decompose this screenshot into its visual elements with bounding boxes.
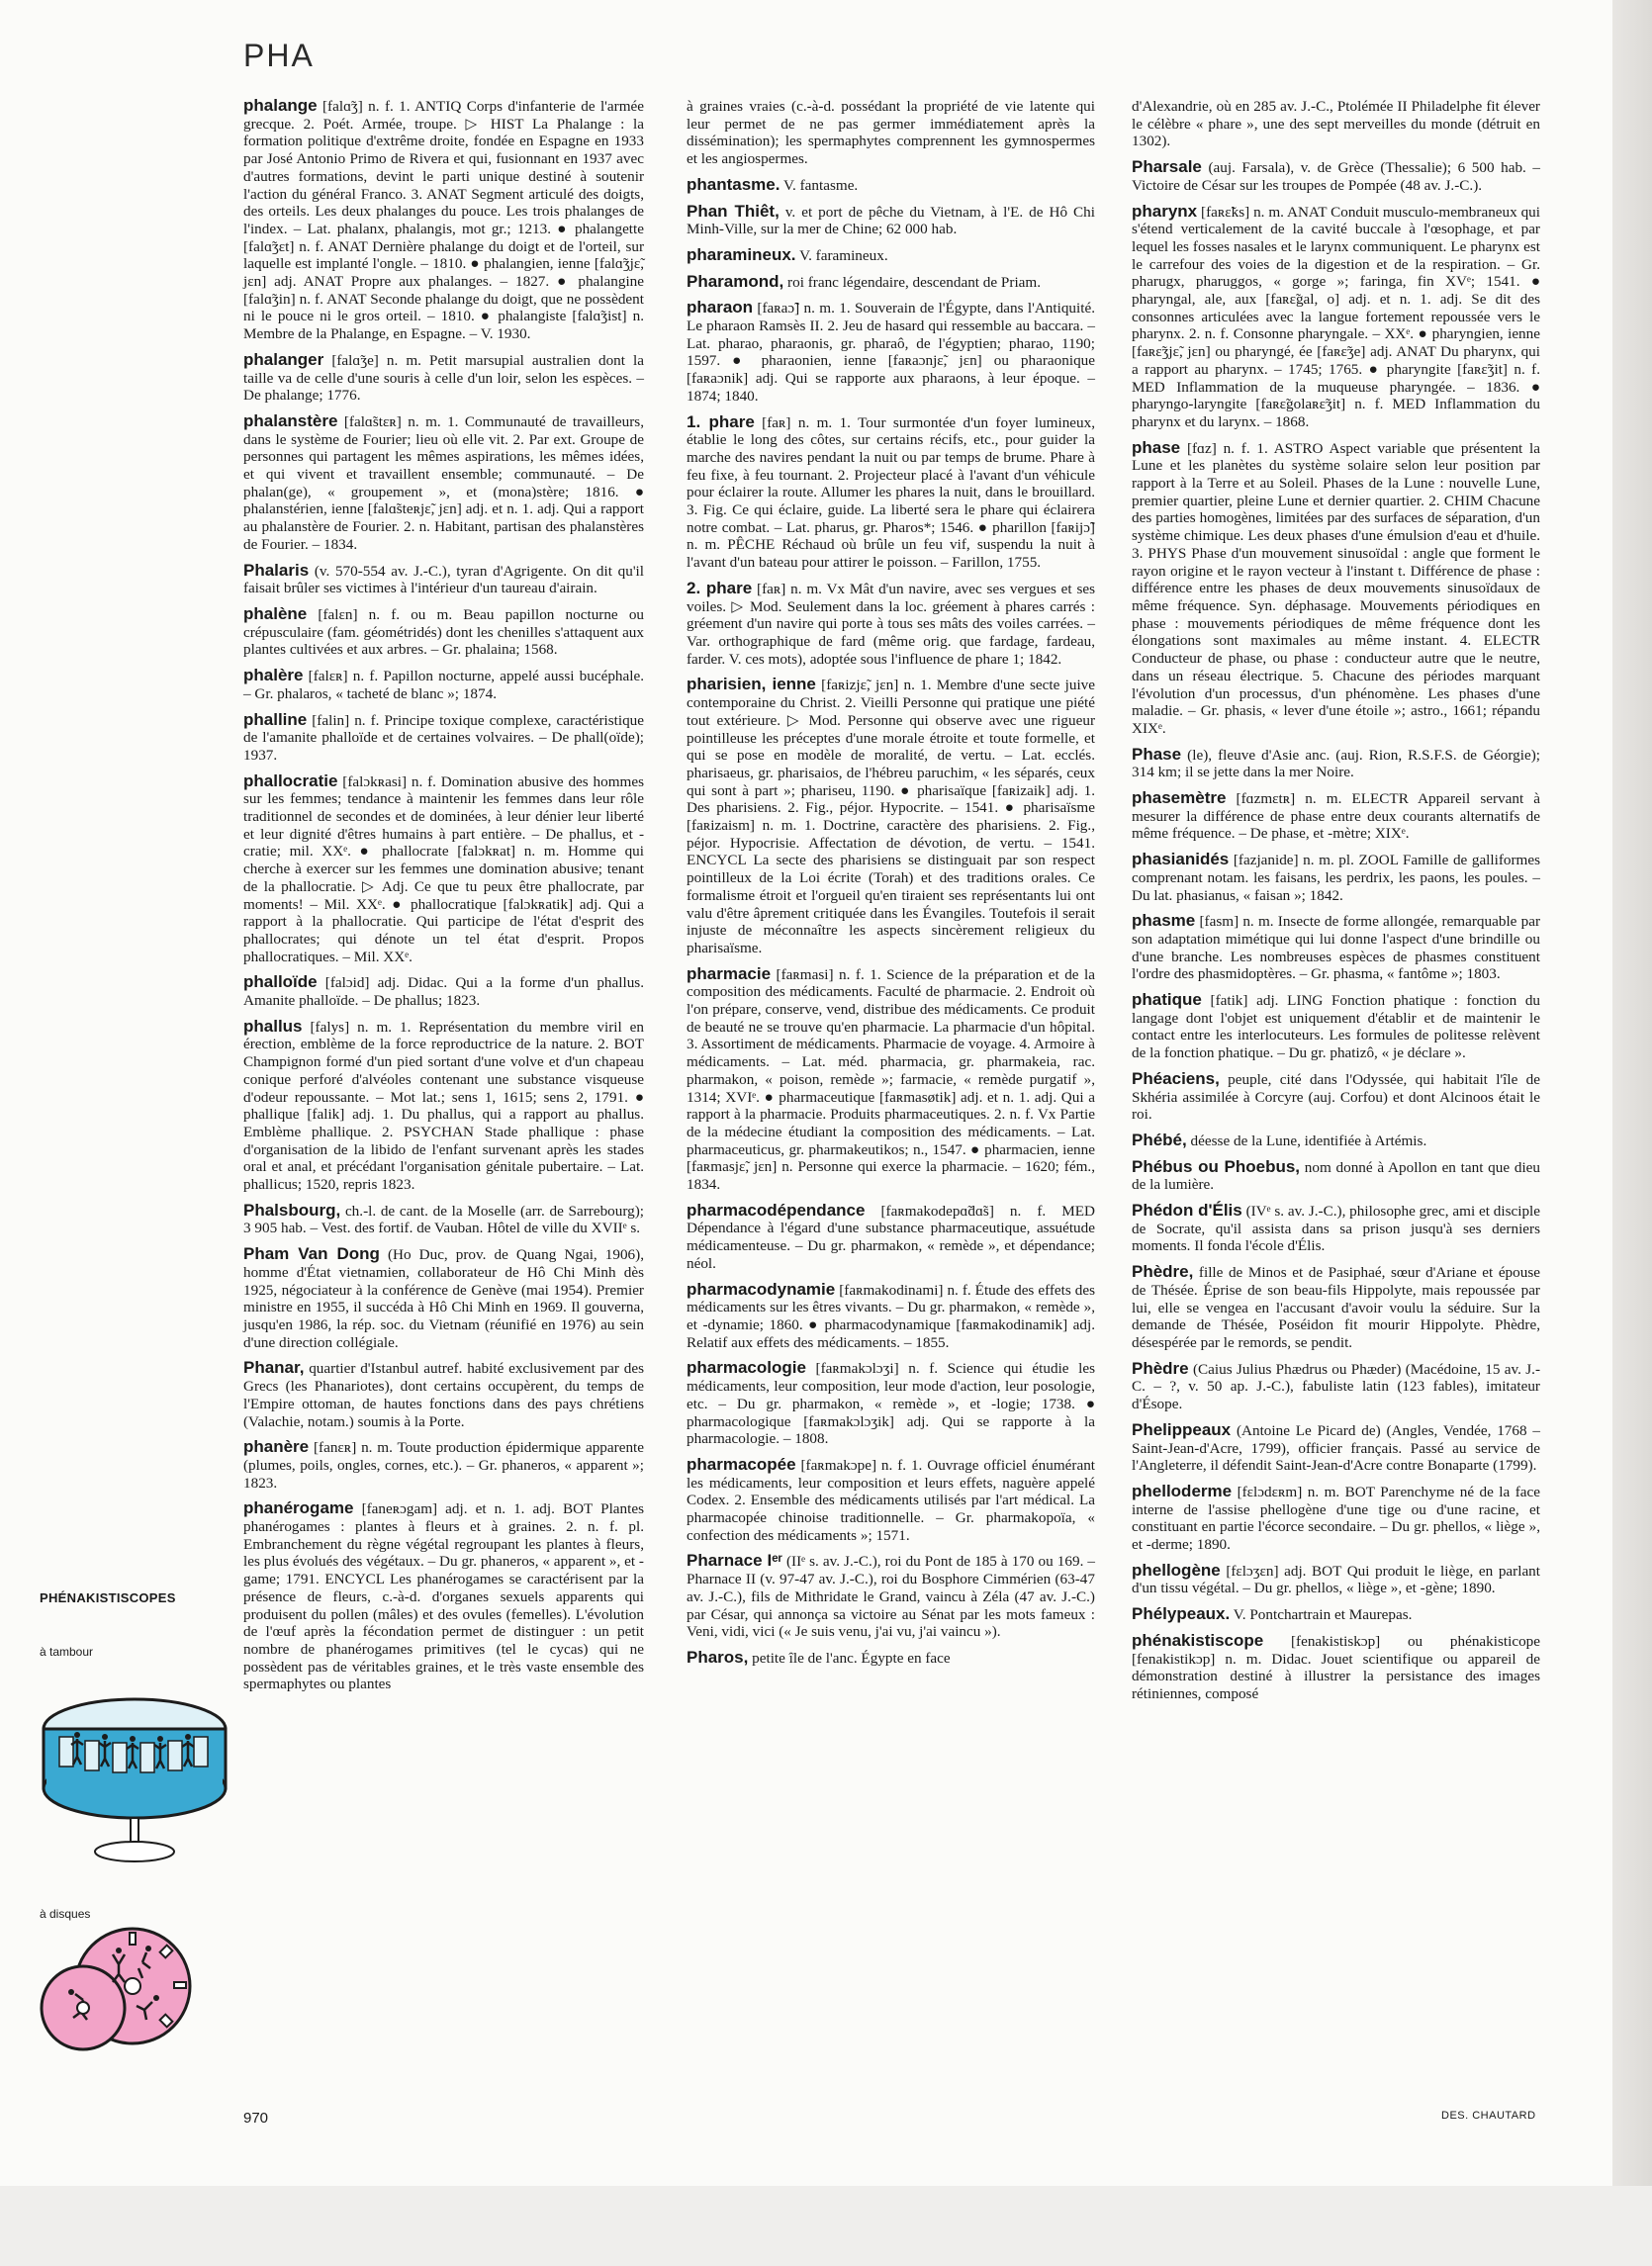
entry-headword: phatique — [1132, 990, 1202, 1010]
dictionary-entry — [687, 273, 1095, 292]
entry-definition: [falɔkʀasi] n. f. Domination abusive des hommes sur les femmes; tendance à maintenir les femmes dans leur rôle traditionnel de secondes et de dominées, à leur dénier leur liberté et leur dignité d'êtres humains à part entière. – De phallus, et -cratie; mil. XXᵉ. ● phallocrate [falɔkʀat] n. m. Homme qui cherche à exercer sur les femmes une domination abusive; tenant de la phallocratie. ▷ Adj. Ce que tu peux être phallocrate, par moments! – Mil. XXᵉ. ● phallocratique [falɔkʀatik] adj. Qui a rapport à la phallocratie. Qui participe de l'état d'esprit des phallocrates; qui dénote un tel état d'esprit. Propos phallocratiques. – Mil. XXᵉ. — [243, 772, 645, 965]
entry-headword: Pharos, — [687, 1647, 749, 1667]
entry-definition: [falɔid] adj. Didac. Qui a la forme d'un phallus. Amanite phalloïde. – De phallus; 1823. — [243, 974, 645, 1010]
entry-definition: [falys] n. m. 1. Représentation du membre viril en érection, emblème de la force reproductrice de la nature. 2. BOT Champignon formé d'un pied sortant d'une volve et d'un chapeau conique perforé d'alvéoles contenant une substance visqueuse d'odeur repoussante. – Mot lat.; sens 1, 1615; sens 2, 1791. ● phallique [falik] adj. 1. Du phallus, qui a rapport au phallus. Emblème phallique. 2. PSYCHAN Stade phallique : phase d'organisation de la libido de l'enfant survenant après les stades oral et anal, et précédant l'organisation génitale pubertaire. – Lat. phallicus; 1520, repris 1823. — [243, 1018, 645, 1194]
entry-definition: [fanɛʀ] n. m. Toute production épidermique apparente (plumes, poils, ongles, cornes, etc.). – Gr. phaneros, « apparent »; 1823. — [243, 1439, 644, 1492]
entry-definition: [falin] n. f. Principe toxique complexe, caractéristique de l'amanite phalloïde et de certaines volvaires. – De phall(oïde); 1937. — [243, 711, 645, 764]
column-2 — [687, 97, 1095, 1676]
entry-headword: phalanger — [243, 349, 324, 369]
dictionary-entry — [687, 1649, 1095, 1668]
entry-definition: [falɛn] n. f. ou m. Beau papillon nocturne ou crépusculaire (fam. géométridés) dont les chenilles s'attaquent aux plantes cultivées et aux arbres. – Gr. phalaina; 1568. — [243, 605, 645, 659]
dictionary-entry — [243, 973, 644, 1009]
entry-headword: Phélypeaux. — [1132, 1604, 1231, 1624]
dictionary-entry — [243, 412, 644, 554]
entry-headword: pharmacie — [687, 963, 772, 983]
dictionary-entry — [243, 97, 644, 343]
entry-headword: phénakistiscope — [1132, 1630, 1264, 1650]
dictionary-entry — [1132, 1421, 1540, 1475]
dictionary-entry — [1132, 158, 1540, 194]
entry-headword: phellogène — [1132, 1560, 1221, 1580]
dictionary-entry — [1132, 97, 1540, 150]
dictionary-entry — [687, 965, 1095, 1194]
dictionary-entry — [1132, 1360, 1540, 1413]
entry-definition: à graines vraies (c.-à-d. possédant la propriété de vie latente qui leur permet de ne pas germer immédiatement après la dissémination); les spermaphytes comprennent les gymnospermes et les angiospermes. — [687, 98, 1095, 168]
entry-headword: phasme — [1132, 911, 1196, 931]
dictionary-entry — [243, 1202, 644, 1237]
disc-phenakistiscope-illustration — [36, 1925, 194, 2058]
scan-bottom-margin — [0, 2186, 1652, 2266]
entry-headword: Phase — [1132, 744, 1182, 764]
entry-definition: [faʀizjɛ̃, jɛn] n. 1. Membre d'une secte juive contemporaine du Christ. 2. Vieilli Personne qui pratique une piété tout extérieure. ▷ Mod. Personne qui observe avec une rigueur pointilleuse les préceptes d'une morale étroite et toute formelle, et qui se pose en modèle de moralité, de vertu. – Lat. ecclés. pharisaeus, gr. pharisaios, de l'hébreu paruchim, « les séparés, ceux qui sont à part »; phariseu, 1190. ● pharisaïque [faʀizaik] adj. 1. Des pharisiens. 2. Fig., péjor. Hypocrite. – 1541. ● pharisaïsme [faʀizaism] n. m. 1. Doctrine, caractère des pharisiens. 2. Fig., péjor. Hypocrisie. Affectation de dévotion, de vertu. – 1541. ENCYCL La secte des pharisiens se distinguait par son respect pointilleux de la Loi écrite (Torah) et des traditions orales. Ce formalisme étroit et l'orgueil qu'en tiraient ses représentants lui ont valu d'être âprement critiquée dans les Évangiles. Toutefois il serait injuste de méconnaître les aspects sincèrement religieux du pharisaïsme. — [687, 677, 1095, 956]
entry-definition: [faʀmakodinami] n. f. Étude des effets des médicaments sur les êtres vivants. – Du gr. pharmakon, « remède », et -dynamie; 1860. ● pharmacodynamique [faʀmakodinamik] adj. Relatif aux effets des médicaments. – 1855. — [687, 1281, 1096, 1351]
dictionary-entry — [687, 97, 1095, 168]
dictionary-entry — [1132, 1632, 1540, 1703]
entry-headword: Phèdre, — [1132, 1262, 1194, 1282]
dictionary-entry — [687, 1281, 1095, 1352]
dictionary-entry — [687, 413, 1095, 572]
entry-definition: quartier d'Istanbul autref. habité exclusivement par des Grecs (les Phanariotes), dont certains occupèrent, du temps de l'Empire ottoman, de hautes fonctions dans des pays chrétiens (Valachie, notam.) soumis à la Porte. — [243, 1360, 644, 1430]
entry-headword: phallus — [243, 1016, 303, 1036]
entry-headword: Phanar, — [243, 1358, 305, 1378]
entry-definition: [faneʀɔgam] adj. et n. 1. adj. BOT Plantes phanérogames : plantes à fleurs et à graines. 2. n. f. pl. Embranchement du règne végétal regroupant les plantes à fleurs, les plus évolués des végétaux. – Du gr. phaneros, « apparent », et -game; 1791. ENCYCL Les phanérogames se caractérisent par la présence de fleurs, c.-à-d. d'organes sexuels apparents qui produisent du pollen (mâles) et des ovules (femelles). L'évolution de l'œuf après la fécondation permet de distinguer : un petit nombre de phanérogames primitives (tel le cycas) qui ne possèdent pas de véritables graines, et le très vaste ensemble des spermaphytes ou plantes — [243, 1500, 645, 1693]
entry-definition: [faʀaɔ̃] n. m. 1. Souverain de l'Égypte, dans l'Antiquité. Le pharaon Ramsès II. 2. Jeu de hasard qui ressemble au baccara. – Lat. pharao, pharaonis, gr. pharaô, de l'égyptien; pharao, 1190; 1597. ● pharaonien, ienne [faʀaɔnjɛ̃, jɛn] ou pharaonique [faʀaɔnik] adj. Qui se rapporte aux pharaons, à leur époque. – 1874; 1840. — [687, 300, 1095, 405]
entry-definition: nom donné à Apollon en tant que dieu de la lumière. — [1132, 1158, 1540, 1194]
dictionary-entry — [687, 299, 1095, 405]
entry-headword: phasianidés — [1132, 850, 1230, 869]
dictionary-entry — [243, 1499, 644, 1693]
dictionary-entry — [1132, 203, 1540, 431]
entry-definition: roi franc légendaire, descendant de Priam. — [787, 273, 1042, 291]
entry-headword: Phalsbourg, — [243, 1200, 341, 1220]
dictionary-entry — [687, 1202, 1095, 1273]
dictionary-entry — [687, 203, 1095, 238]
entry-definition: [falɑ̃stɛʀ] n. m. 1. Communauté de travailleurs, dans le système de Fourier; lieu où elle vit. 2. Par ext. Groupe de personnes qui partagent les mêmes aspirations, les mêmes idées, et qui vivent et travaillent ensemble; communauté. – De phalan(ge), « groupement », et (mona)stère; 1816. ● phalanstérien, ienne [falɑ̃steʀjɛ̃, jɛn] adj. et n. 1. adj. Qui a rapport au phalanstère de Fourier. 2. n. Habitant, partisan des phalanstères de Fourier. – 1834. — [243, 412, 644, 553]
entry-headword: phelloderme — [1132, 1481, 1233, 1500]
entry-headword: pharmacodépendance — [687, 1200, 866, 1220]
entry-headword: phalère — [243, 666, 304, 685]
scan-edge — [1612, 0, 1652, 2266]
sidebar-label-drum: à tambour — [40, 1645, 94, 1659]
entry-definition: [faʀ] n. m. 1. Tour surmontée d'un foyer lumineux, établie le long des côtes, sur certains récifs, etc., pour guider la marche des navires pendant la nuit ou par temps de brume. Phare à feu fixe, à feu tournant. 2. Projecteur placé à l'avant d'un véhicule pour éclairer la route. Allumer les phares la nuit, dans le brouillard. 3. Fig. Ce qui éclaire, guide. La liberté sera le phare qui éclairera notre combat. – Lat. pharus, gr. Pharos*; 1546. ● pharillon [faʀijɔ̃] n. m. PÊCHE Réchaud où brûle un feu vif, suspendu la nuit à l'avant d'un bateau pour attirer le poisson. – Farillon, 1755. — [687, 413, 1096, 572]
dictionary-entry — [243, 1245, 644, 1351]
dictionary-entry — [243, 772, 644, 966]
entry-definition: (v. 570-554 av. J.-C.), tyran d'Agrigente. On dit qu'il faisait brûler ses victimes à l'intérieur d'un taureau d'airain. — [243, 562, 644, 597]
entry-headword: pharaon — [687, 298, 754, 317]
entry-definition: [fenakistiskɔp] ou phénakisticope [fenakistikɔp] n. m. Didac. Jouet scientifique ou appareil de démonstration destiné à illustrer la persistance des images rétiniennes, composé — [1132, 1632, 1540, 1702]
entry-headword: Phéaciens, — [1132, 1068, 1220, 1088]
dictionary-entry — [687, 1456, 1095, 1545]
entry-definition: petite île de l'anc. Égypte en face — [752, 1649, 951, 1667]
entry-definition: V. fantasme. — [783, 176, 859, 194]
dictionary-entry — [1132, 1605, 1540, 1624]
entry-headword: Pham Van Dong — [243, 1244, 380, 1264]
entry-definition: (Ho Duc, prov. de Quang Ngai, 1906), homme d'État vietnamien, collaborateur de Hô Chi Minh dès 1925, négociateur à la conférence de Genève (mai 1954). Premier ministre en 1955, il succéda à Hô Chi Minh en 1969. Il gouverna, jusqu'en 1986, la rép. soc. du Vietnam (réunifié en 1976) au sein d'une direction collégiale. — [243, 1246, 644, 1351]
dictionary-entry — [1132, 912, 1540, 983]
entry-definition: d'Alexandrie, où en 285 av. J.-C., Ptolémée II Philadelphe fit élever le célèbre « phare », une des sept merveilles du monde (détruit en 1302). — [1132, 98, 1540, 150]
entry-definition: [fɑzmɛtʀ] n. m. ELECTR Appareil servant à mesurer la différence de phase entre deux courants alternatifs de même fréquence. – De phase, et -mètre; XIXᵉ. — [1132, 790, 1541, 843]
entry-headword: Pharamond, — [687, 271, 784, 291]
entry-headword: Phébé, — [1132, 1130, 1187, 1149]
entry-headword: phalène — [243, 603, 308, 623]
entry-headword: phasemètre — [1132, 788, 1227, 808]
entry-headword: pharisien, ienne — [687, 675, 816, 694]
entry-headword: pharmacopée — [687, 1454, 796, 1474]
entry-definition: ch.-l. de cant. de la Moselle (arr. de Sarrebourg); 3 905 hab. – Vest. des fortif. de Vauban. Hôtel de ville du XVIIᵉ s. — [243, 1202, 645, 1237]
entry-headword: phalline — [243, 709, 308, 729]
dictionary-entry — [687, 246, 1095, 265]
drum-phenakistiscope-illustration — [36, 1681, 233, 1879]
dictionary-entry — [243, 351, 644, 405]
page-number: 970 — [243, 2110, 269, 2127]
entry-headword: phallocratie — [243, 770, 338, 790]
sidebar-label-discs: à disques — [40, 1907, 91, 1921]
entry-headword: Pharsale — [1132, 157, 1202, 177]
entry-definition: (Antoine Le Picard de) (Angles, Vendée, 1768 – Saint-Jean-d'Acre, 1799), officier français. Passé au service de l'Angleterre, il défendit Saint-Jean-d'Acre contre Bonaparte (1799). — [1132, 1421, 1540, 1475]
dictionary-entry — [1132, 1483, 1540, 1554]
entry-definition: [faʀmasi] n. f. 1. Science de la préparation et de la composition des médicaments. Faculté de pharmacie. 2. Endroit où l'on prépare, conserve, vend, distribue des médicaments. Ce produit de beauté ne se trouve qu'en pharmacie. La pharmacie d'un hôpital. 3. Assortiment de médicaments. Pharmacie de voyage. 4. Armoire à médicaments. – Lat. méd. pharmacia, gr. pharmakeia, rac. pharmakon, « poison, remède »; farmacie, « remède purgatif », 1314; XVIᵉ. ● pharmaceutique [faʀmasøtik] adj. et n. 1. adj. Qui a rapport à la pharmacie. Produits pharmaceutiques. 2. n. f. Vx Partie de la médecine étudiant la composition des médicaments. – Lat. pharmaceuticus, gr. pharmakeutikos; n., 1547. ● pharmacien, ienne [faʀmasjɛ̃, jɛn] n. Personne qui exerce la pharmacie. – 1620; fém., 1834. — [687, 965, 1096, 1194]
entry-definition: fille de Minos et de Pasiphaé, sœur d'Ariane et épouse de Thésée. Éprise de son beau-fils Hippolyte, mais repoussée par lui, elle se vengea en l'accusant d'avoir voulu la séduire. Sur la demande de Thésée, Poséidon fit mourir Hippolyte. Phèdre, désespérée par le remords, se pendit. — [1132, 1264, 1540, 1351]
dictionary-entry — [1132, 991, 1540, 1062]
entry-definition: [fɛlɔdɛʀm] n. m. BOT Parenchyme né de la face interne de l'assise phellogène d'une tige ou d'une racine, et constituant en partie l'écorce secondaire. – Du gr. phellos, « liège », et -derme; 1890. — [1132, 1483, 1541, 1554]
entry-definition: [faʀɛ̃ks] n. m. ANAT Conduit musculo-membraneux qui s'étend verticalement de la cavité buccale à l'œsophage, et par lequel les fosses nasales et le larynx communiquent. Le pharynx est le carrefour des voies de la digestion et de la respiration. – Gr. pharugx, pharuggos, « gorge »; faringa, fin XVᵉ; 1541. ● pharyngal, ale, aux [faʀɛ̃gal, o] adj. et n. 1. adj. Se dit des consonnes articulées avec la langue fortement repoussée vers le pharynx. 2. n. f. Consonne pharyngale. – XXᵉ. ● pharyngien, ienne [faʀɛ̃ʒjɛ̃, jɛn] ou pharyngé, ée [faʀɛ̃ʒe] adj. ANAT Du pharynx, qui a rapport au pharynx. – 1745; 1765. ● pharyngite [faʀɛ̃ʒit] n. f. MED Inflammation de la muqueuse pharyngée. – 1836. ● pharyngo-laryngite [faʀɛ̃golaʀɛ̃ʒit] n. f. MED Inflammation du pharynx et du larynx. – 1868. — [1132, 203, 1540, 430]
dictionary-entry — [243, 667, 644, 702]
dictionary-entry — [243, 562, 644, 597]
entry-headword: pharmacodynamie — [687, 1279, 836, 1299]
dictionary-entry — [1132, 1263, 1540, 1352]
entry-definition: [falɑ̃ʒe] n. m. Petit marsupial australien dont la taille va de celle d'une souris à celle d'un loir, selon les espèces. – De phalange; 1776. — [243, 351, 645, 405]
entry-headword: phanérogame — [243, 1498, 354, 1518]
entry-definition: (IIᵉ s. av. J.-C.), roi du Pont de 185 à 170 ou 169. – Pharnace II (v. 97-47 av. J.-C.), roi du Bosphore Cimmérien (63-47 av. J.-C.), fils de Mithridate le Grand, vaincu à Zéla (47 av. J.-C.) par César, qui annonça sa victoire au Sénat par les mots fameux : Veni, vidi, vici (« Je suis venu, j'ai vu, j'ai vaincu »). — [687, 1553, 1096, 1641]
dictionary-entry — [243, 1438, 644, 1492]
entry-definition: [falɛʀ] n. f. Papillon nocturne, appelé aussi bucéphale. – Gr. phalaros, « tacheté de blanc »; 1874. — [243, 668, 644, 702]
entry-definition: [fɛlɔʒɛn] adj. BOT Qui produit le liège, en parlant d'un tissu végétal. – Du gr. phellos, « liège », et -gène; 1890. — [1132, 1562, 1540, 1597]
dictionary-entry — [1132, 1202, 1540, 1255]
dictionary-entry — [1132, 789, 1540, 843]
dictionary-entry — [243, 1018, 644, 1194]
dictionary-entry — [687, 676, 1095, 956]
entry-definition: [faʀmakɔlɔʒi] n. f. Science qui étudie les médicaments, leur composition, leur mode d'action, leur posologie, etc. – Du gr. pharmakon, « remède », et -logie; 1738. ● pharmacologique [faʀmakɔlɔʒik] adj. Qui se rapporte à la pharmacologie. – 1808. — [687, 1360, 1095, 1448]
entry-definition: v. et port de pêche du Vietnam, à l'E. de Hô Chi Minh-Ville, sur la mer de Chine; 62 000 hab. — [687, 203, 1095, 238]
entry-definition: [falɑ̃ʒ] n. f. 1. ANTIQ Corps d'infanterie de l'armée grecque. 2. Poét. Armée, troupe. ▷ HIST La Phalange : la formation politique d'extrême droite, fondée en Espagne en 1933 par José Antonio Primo de Rivera et qui, fusionnant en 1937 avec d'autres formations, devint le parti unique destiné à soutenir l'action du général Franco. 3. ANAT Segment articulé des doigts, des orteils. Les deux phalanges du pouce. Les trois phalanges de l'index. – Lat. phalanx, phalangis, mot gr.; 1213. ● phalangette [falɑ̃ʒɛt] n. f. ANAT Dernière phalange du doigt et de l'orteil, sur laquelle est implanté l'ongle. – 1810. ● phalangien, ienne [falɑ̃ʒjɛ̃, jɛn] adj. ANAT Propre aux phalanges. – 1827. ● phalangine [falɑ̃ʒin] n. f. ANAT Seconde phalange du doigt, que ne possèdent ni le pouce ni le gros orteil. – 1810. ● phalangiste [falɑ̃ʒist] n. Membre de la Phalange, en Espagne. – V. 1930. — [243, 98, 644, 343]
entry-headword: phalloïde — [243, 972, 318, 992]
entry-definition: [faʀ] n. m. Vx Mât d'un navire, avec ses vergues et ses voiles. ▷ Mod. Seulement dans la loc. gréement à phares carrés : gréement d'un navire qui porte à tous ses mâts des voiles carrées. – Var. orthographique de fard (même orig. que fardage, fardeau, farder. V. ces mots), adoptée sous l'influence de phare 1; 1842. — [687, 580, 1096, 668]
column-3 — [1132, 97, 1540, 1711]
entry-definition: déesse de la Lune, identifiée à Artémis. — [1190, 1132, 1427, 1149]
dictionary-entry — [687, 176, 1095, 195]
entry-headword: phalanstère — [243, 410, 338, 430]
dictionary-entry — [243, 605, 644, 659]
entry-definition: [fatik] adj. LING Fonction phatique : fonction du langage dont l'objet est uniquement d'établir et de maintenir le contact entre les interlocuteurs. Les formules de politesse relèvent de la fonction phatique. – Du gr. phatizô, « je déclare ». — [1132, 992, 1541, 1062]
entry-definition: peuple, cité dans l'Odyssée, qui habitait l'île de Skhéria assimilée à Corcyre (auj. Corfou) et dont Alcinoos était le roi. — [1132, 1070, 1540, 1124]
entry-headword: phalange — [243, 96, 318, 115]
entry-definition: (Caius Julius Phædrus ou Phæder) (Macédoine, 15 av. J.-C. – ?, v. 50 ap. J.-C.), fabuliste latin (123 fables), imitateur d'Ésope. — [1132, 1360, 1541, 1413]
dictionary-entry — [1132, 851, 1540, 904]
entry-definition: [fasm] n. m. Insecte de forme allongée, remarquable par son adaptation mimétique qui lui donne l'aspect d'une brindille ou d'une branche. Les nombreuses espèces de phasmes constituent l'ordre des phasmidoptères. – Gr. phasma, « fantôme »; 1803. — [1132, 913, 1541, 983]
entry-headword: Phalaris — [243, 560, 310, 580]
entry-headword: 2. phare — [687, 578, 753, 597]
entry-headword: Phédon d'Élis — [1132, 1201, 1242, 1221]
entry-headword: pharmacologie — [687, 1358, 806, 1378]
dictionary-entry — [687, 1552, 1095, 1641]
dictionary-entry — [687, 1359, 1095, 1448]
illustration-credit: DES. CHAUTARD — [1441, 2110, 1536, 2122]
entry-definition: [fɑz] n. f. 1. ASTRO Aspect variable que présentent la Lune et les planètes du système solaire selon leur position par rapport à la Terre et au Soleil. Phases de la Lune : nouvelle Lune, premier quartier, pleine Lune et dernier quartier. 2. CHIM Chacune des parties homogènes, limitées par des surfaces de séparation, d'un système chimique. Les deux phases d'une émulsion d'eau et d'huile. 3. PHYS Phase d'un mouvement sinusoïdal : angle que forment le rayon origine et le rayon vecteur à l'instant t. Différence de phase : différence entre les phases de deux mouvements sinusoïdaux de même fréquence. Syn. déphasage. Mouvements périodiques en phase : mouvements périodiques de même fréquence dont les élongations sont maximales au même instant. 4. ELECTR Conducteur de phase, ou phase : conducteur autre que le neutre, dans un réseau électrique. 5. Chacune des périodes marquant l'évolution d'un processus, d'un phénomène. Les phases d'une maladie. – Gr. phasis, « lever d'une étoile »; astro., 1661; répandu XIXᵉ. — [1132, 439, 1541, 737]
entry-headword: Phèdre — [1132, 1358, 1189, 1378]
entry-headword: Phébus ou Phoebus, — [1132, 1156, 1301, 1176]
entry-definition: V. Pontchartrain et Maurepas. — [1233, 1606, 1413, 1624]
dictionary-entry — [687, 580, 1095, 669]
entry-definition: [fazjanide] n. m. pl. ZOOL Famille de galliformes comprenant notam. les faisans, les perdrix, les paons, les poules. – Du lat. phasianus, « faisan »; 1842. — [1132, 852, 1541, 904]
entry-headword: Phan Thiêt, — [687, 201, 780, 221]
dictionary-entry — [1132, 1132, 1540, 1150]
entry-headword: pharamineux. — [687, 244, 796, 264]
entry-definition: V. faramineux. — [799, 246, 888, 264]
entry-headword: Phelippeaux — [1132, 1419, 1232, 1439]
dictionary-entry — [1132, 746, 1540, 781]
sidebar-title: PHÉNAKISTISCOPES — [40, 1590, 176, 1605]
dictionary-entry — [1132, 1562, 1540, 1597]
entry-definition: (auj. Farsala), v. de Grèce (Thessalie); 6 500 hab. – Victoire de César sur les troupes de Pompée (48 av. J.-C.). — [1132, 159, 1540, 194]
entry-headword: Pharnace Iᵉʳ — [687, 1551, 782, 1571]
dictionary-entry — [1132, 1070, 1540, 1124]
entry-headword: phase — [1132, 437, 1181, 457]
column-1 — [243, 97, 644, 1701]
entry-headword: phanère — [243, 1437, 310, 1457]
dictionary-entry — [243, 1359, 644, 1430]
entry-headword: phantasme. — [687, 174, 780, 194]
dictionary-entry — [243, 711, 644, 765]
entry-headword: pharynx — [1132, 201, 1198, 221]
dictionary-entry — [1132, 1158, 1540, 1194]
entry-definition: (le), fleuve d'Asie anc. (auj. Rion, R.S.F.S. de Géorgie); 314 km; il se jette dans la mer Noire. — [1132, 746, 1541, 781]
guide-word: PHA — [243, 38, 315, 73]
dictionary-entry — [1132, 439, 1540, 738]
entry-definition: [faʀmakodepɑ̃dɑ̃s] n. f. MED Dépendance à l'égard d'une substance pharmaceutique, assuétude médicamenteuse. – Du gr. pharmakon, « remède », et dépendance; néol. — [687, 1202, 1095, 1272]
entry-definition: (IVᵉ s. av. J.-C.), philosophe grec, ami et disciple de Socrate, qu'il assista dans sa prison jusqu'à ses derniers moments. Il fonda l'école d'Élis. — [1132, 1203, 1540, 1255]
entry-headword: 1. phare — [687, 411, 755, 431]
entry-definition: [faʀmakɔpe] n. f. 1. Ouvrage officiel énumérant les médicaments, leur composition et leurs effets, naguère appelé Codex. 2. Ensemble des médicaments utilisés par l'art médical. La pharmacopée chinoise traditionnelle. – Gr. pharmakopoïa, « confection des médicaments »; 1571. — [687, 1456, 1096, 1544]
